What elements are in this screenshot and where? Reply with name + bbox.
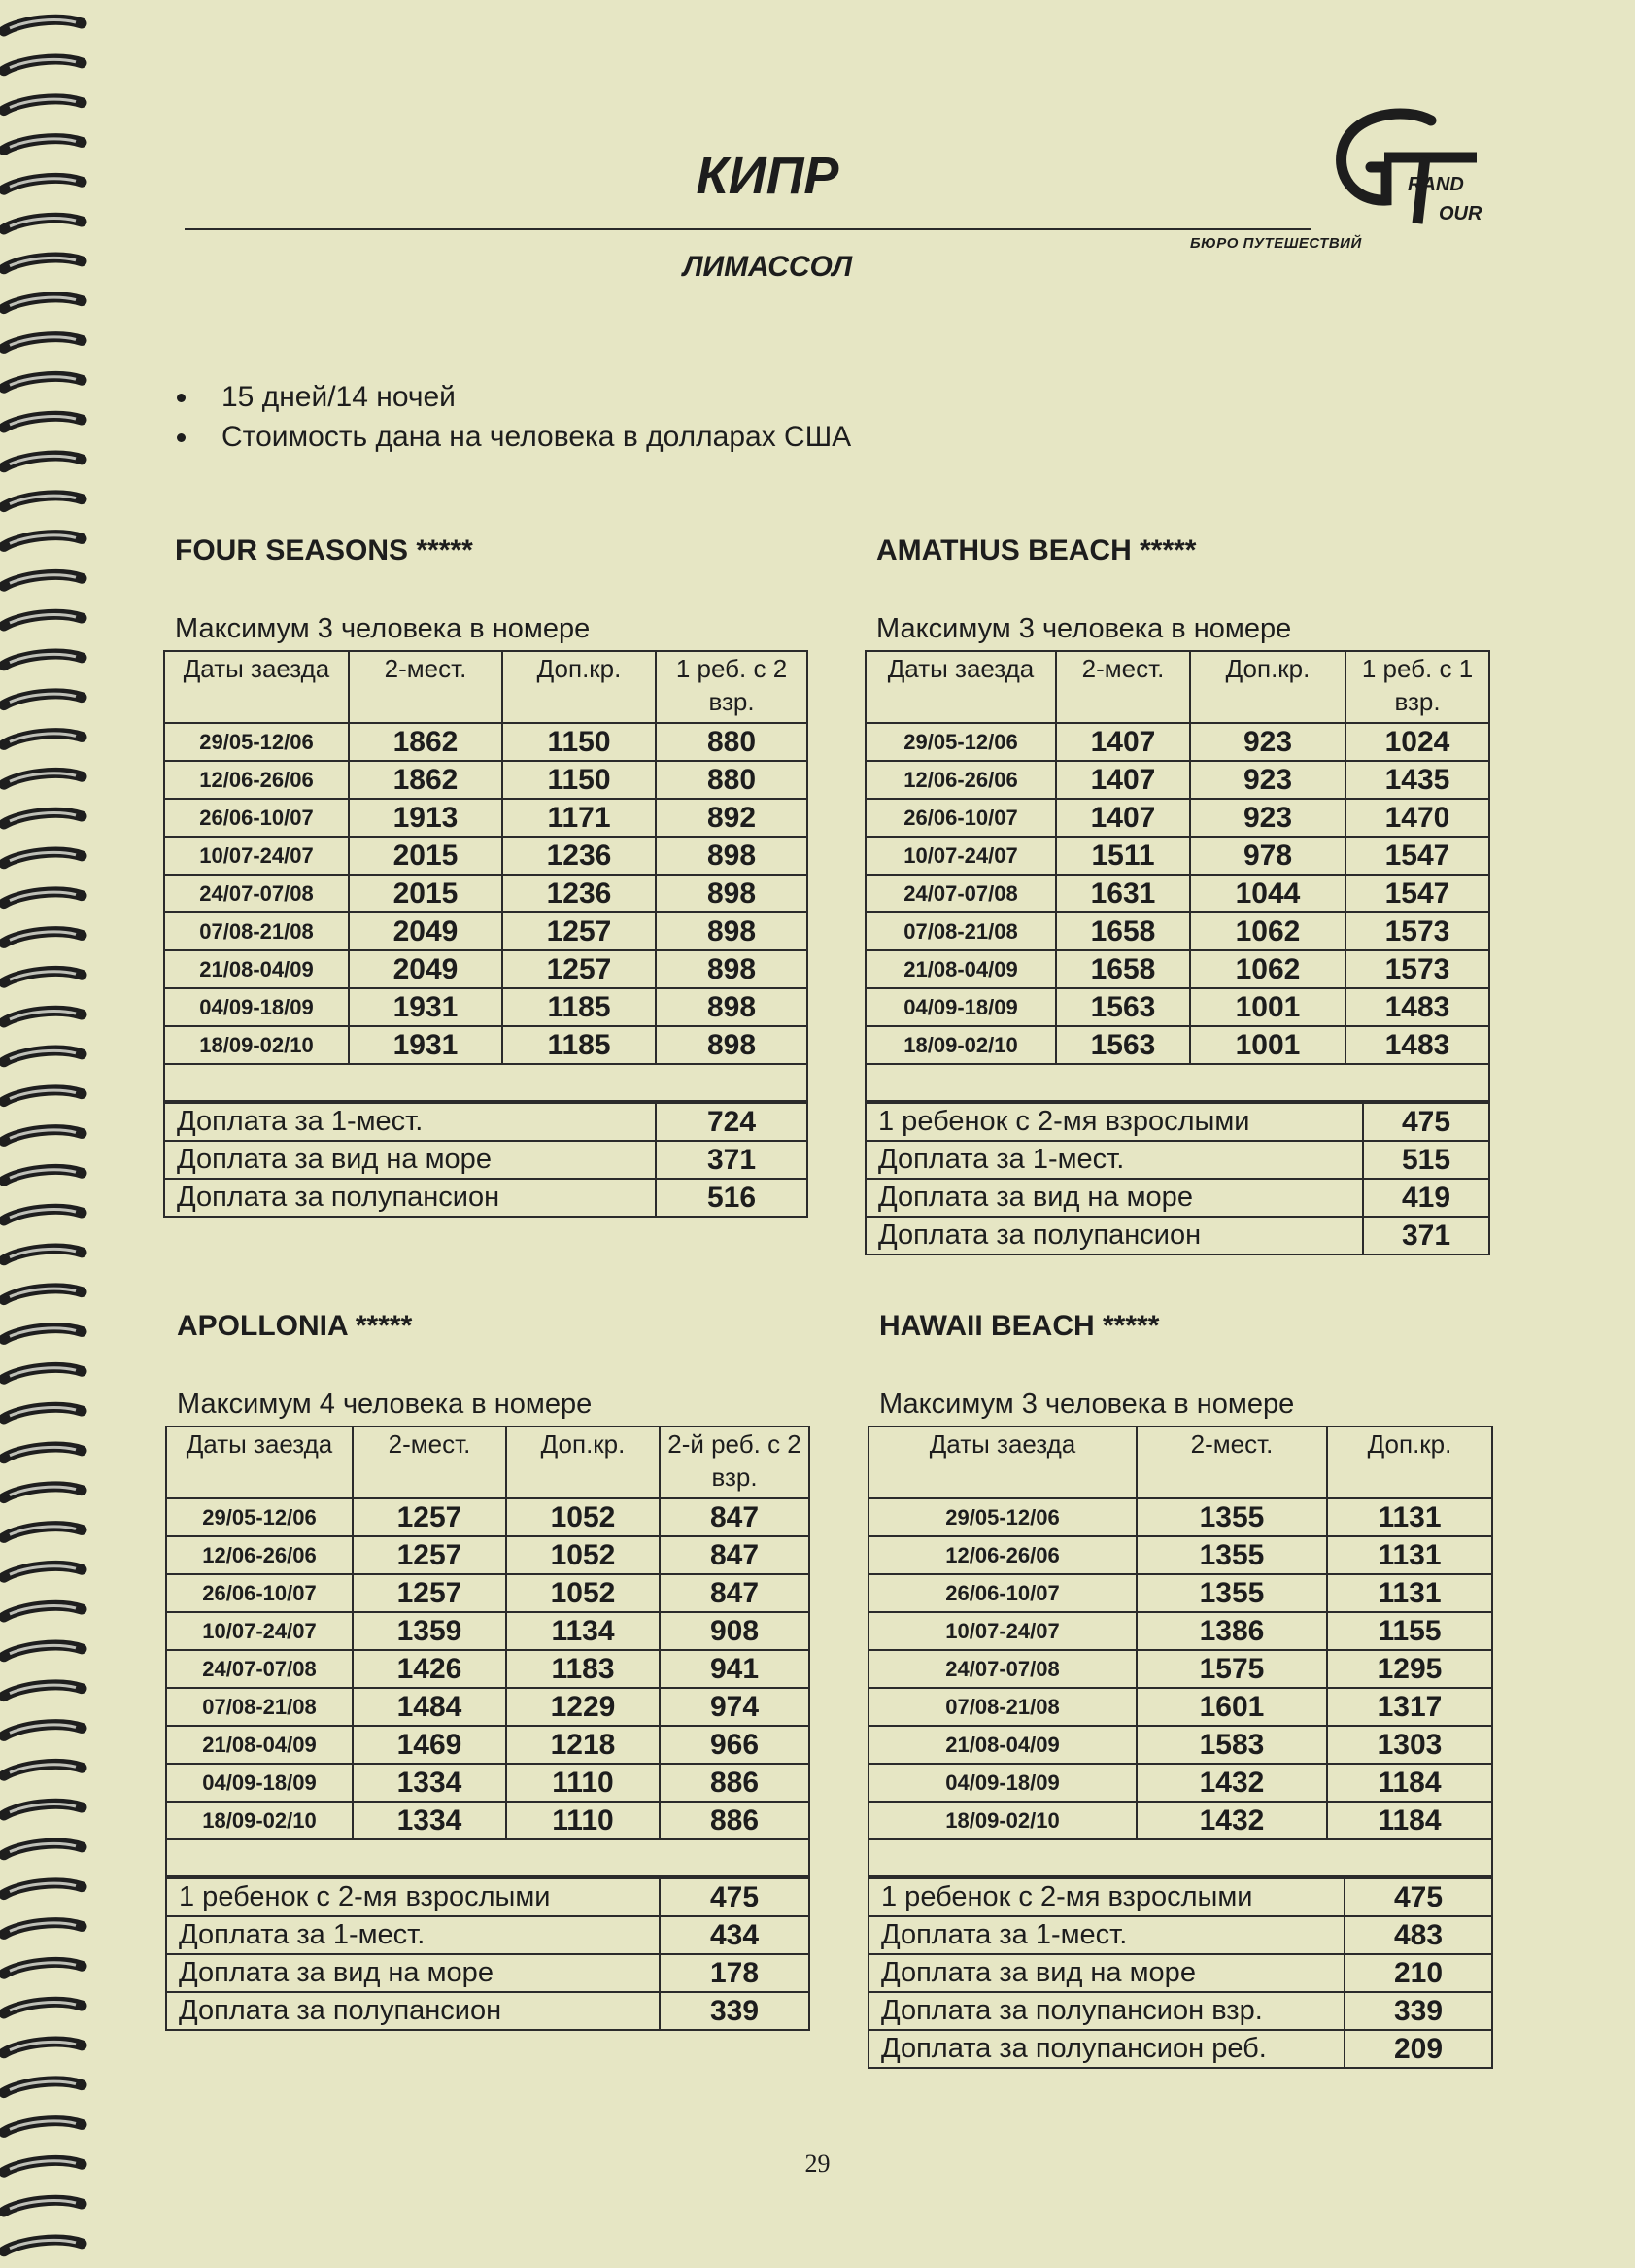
table-row bbox=[866, 837, 1489, 875]
page-subtitle: ЛИМАССОЛ bbox=[682, 251, 853, 283]
spacer-row bbox=[869, 1839, 1492, 1876]
price-cell: 923 bbox=[1190, 799, 1345, 837]
price-cell: 1317 bbox=[1327, 1688, 1492, 1726]
price-cell: 898 bbox=[656, 1026, 807, 1064]
hotel-hawaii-beach bbox=[868, 1305, 1493, 2069]
price-cell: 1426 bbox=[353, 1650, 506, 1688]
table-row bbox=[164, 723, 807, 761]
price-cell: 898 bbox=[656, 988, 807, 1026]
price-cell: 923 bbox=[1190, 723, 1345, 761]
table-row bbox=[869, 1650, 1492, 1688]
table-row bbox=[869, 1612, 1492, 1650]
price-cell: 978 bbox=[1190, 837, 1345, 875]
price-cell: 1547 bbox=[1345, 875, 1489, 912]
col-header-extra-bed: Доп.кр. bbox=[1327, 1426, 1492, 1498]
extra-price: 371 bbox=[656, 1141, 807, 1179]
hotel-apollonia bbox=[165, 1305, 810, 2031]
date-cell: 10/07-24/07 bbox=[869, 1612, 1137, 1650]
price-cell: 892 bbox=[656, 799, 807, 837]
spacer-cell bbox=[869, 1839, 1492, 1876]
date-cell: 24/07-07/08 bbox=[866, 875, 1056, 912]
col-header-dates: Даты заезда bbox=[866, 651, 1056, 723]
price-cell: 1131 bbox=[1327, 1574, 1492, 1612]
extra-price: 515 bbox=[1363, 1141, 1489, 1179]
extra-label: Доплата за вид на море bbox=[869, 1954, 1345, 1992]
date-cell: 12/06-26/06 bbox=[866, 761, 1056, 799]
price-cell: 2015 bbox=[349, 875, 502, 912]
logo-mark bbox=[1316, 107, 1482, 228]
price-cell: 1236 bbox=[502, 837, 656, 875]
table-row bbox=[869, 1764, 1492, 1802]
price-cell: 898 bbox=[656, 875, 807, 912]
col-header-extra-bed: Доп.кр. bbox=[1190, 651, 1345, 723]
price-cell: 2049 bbox=[349, 950, 502, 988]
list-item-text: 15 дней/14 ночей bbox=[221, 381, 456, 413]
date-cell: 24/07-07/08 bbox=[164, 875, 349, 912]
table-row bbox=[166, 1536, 809, 1574]
table-row bbox=[164, 988, 807, 1026]
extra-label: Доплата за 1-мест. bbox=[869, 1916, 1345, 1954]
extras-table bbox=[868, 1877, 1493, 2069]
price-cell: 1044 bbox=[1190, 875, 1345, 912]
col-header-double: 2-мест. bbox=[1056, 651, 1190, 723]
list-item-text: Стоимость дана на человека в долларах США bbox=[221, 421, 852, 453]
table-row bbox=[866, 950, 1489, 988]
price-cell: 898 bbox=[656, 950, 807, 988]
extras-row bbox=[869, 2030, 1492, 2068]
col-header-dates: Даты заезда bbox=[869, 1426, 1137, 1498]
price-cell: 880 bbox=[656, 761, 807, 799]
col-header-double: 2-мест. bbox=[353, 1426, 506, 1498]
extras-row bbox=[166, 1992, 809, 2030]
date-cell: 26/06-10/07 bbox=[869, 1574, 1137, 1612]
price-cell: 1359 bbox=[353, 1612, 506, 1650]
extra-price: 516 bbox=[656, 1179, 807, 1217]
price-cell: 1001 bbox=[1190, 988, 1345, 1026]
price-cell: 1583 bbox=[1137, 1726, 1327, 1764]
extra-label: Доплата за вид на море bbox=[164, 1141, 656, 1179]
price-cell: 1183 bbox=[506, 1650, 660, 1688]
table-row bbox=[166, 1764, 809, 1802]
price-cell: 1155 bbox=[1327, 1612, 1492, 1650]
price-cell: 908 bbox=[660, 1612, 809, 1650]
price-cell: 1295 bbox=[1327, 1650, 1492, 1688]
extras-row bbox=[866, 1141, 1489, 1179]
table-header-row bbox=[164, 651, 807, 723]
price-cell: 1110 bbox=[506, 1764, 660, 1802]
date-cell: 18/09-02/10 bbox=[166, 1802, 353, 1839]
price-cell: 1573 bbox=[1345, 950, 1489, 988]
price-cell: 1131 bbox=[1327, 1536, 1492, 1574]
price-cell: 1303 bbox=[1327, 1726, 1492, 1764]
trip-info-list bbox=[165, 377, 851, 457]
price-cell: 974 bbox=[660, 1688, 809, 1726]
price-cell: 1470 bbox=[1345, 799, 1489, 837]
extras-row bbox=[869, 1992, 1492, 2030]
table-row bbox=[166, 1726, 809, 1764]
price-cell: 1484 bbox=[353, 1688, 506, 1726]
spacer-cell bbox=[164, 1064, 807, 1101]
date-cell: 21/08-04/09 bbox=[869, 1726, 1137, 1764]
price-cell: 1110 bbox=[506, 1802, 660, 1839]
price-cell: 1658 bbox=[1056, 912, 1190, 950]
price-cell: 1062 bbox=[1190, 912, 1345, 950]
table-row bbox=[866, 875, 1489, 912]
date-cell: 24/07-07/08 bbox=[869, 1650, 1137, 1688]
extras-row bbox=[166, 1954, 809, 1992]
price-cell: 1435 bbox=[1345, 761, 1489, 799]
hotel-capacity: Максимум 4 человека в номере bbox=[177, 1389, 593, 1420]
price-cell: 1631 bbox=[1056, 875, 1190, 912]
spiral-binding bbox=[0, 0, 89, 2268]
logo-caption: БЮРО ПУТЕШЕСТВИЙ bbox=[1190, 235, 1362, 252]
price-cell: 898 bbox=[656, 837, 807, 875]
price-cell: 1483 bbox=[1345, 988, 1489, 1026]
table-row bbox=[869, 1726, 1492, 1764]
price-cell: 1171 bbox=[502, 799, 656, 837]
extra-label: Доплата за полупансион взр. bbox=[869, 1992, 1345, 2030]
price-cell: 1218 bbox=[506, 1726, 660, 1764]
list-item bbox=[165, 417, 851, 457]
table-row bbox=[164, 1026, 807, 1064]
table-row bbox=[166, 1574, 809, 1612]
table-row bbox=[869, 1498, 1492, 1536]
date-cell: 12/06-26/06 bbox=[869, 1536, 1137, 1574]
bullet-icon bbox=[177, 394, 186, 402]
rates-table bbox=[163, 650, 808, 1102]
table-row bbox=[166, 1650, 809, 1688]
table-row bbox=[166, 1802, 809, 1839]
price-cell: 1134 bbox=[506, 1612, 660, 1650]
bullet-icon bbox=[177, 433, 186, 442]
price-cell: 1334 bbox=[353, 1764, 506, 1802]
price-cell: 1150 bbox=[502, 761, 656, 799]
extra-price: 483 bbox=[1345, 1916, 1492, 1954]
extras-row bbox=[164, 1179, 807, 1217]
date-cell: 18/09-02/10 bbox=[866, 1026, 1056, 1064]
extras-row bbox=[866, 1103, 1489, 1141]
table-row bbox=[869, 1536, 1492, 1574]
date-cell: 07/08-21/08 bbox=[166, 1688, 353, 1726]
price-cell: 923 bbox=[1190, 761, 1345, 799]
extras-row bbox=[166, 1878, 809, 1916]
price-cell: 1236 bbox=[502, 875, 656, 912]
price-cell: 1563 bbox=[1056, 1026, 1190, 1064]
col-header-double: 2-мест. bbox=[1137, 1426, 1327, 1498]
price-cell: 1386 bbox=[1137, 1612, 1327, 1650]
page-title: КИПР bbox=[696, 147, 839, 205]
extras-row bbox=[166, 1916, 809, 1954]
date-cell: 18/09-02/10 bbox=[869, 1802, 1137, 1839]
price-cell: 1355 bbox=[1137, 1574, 1327, 1612]
spacer-row bbox=[164, 1064, 807, 1101]
price-cell: 1001 bbox=[1190, 1026, 1345, 1064]
price-cell: 1931 bbox=[349, 1026, 502, 1064]
extra-label: Доплата за 1-мест. bbox=[164, 1103, 656, 1141]
table-row bbox=[866, 912, 1489, 950]
table-row bbox=[164, 950, 807, 988]
extras-row bbox=[869, 1916, 1492, 1954]
price-cell: 2015 bbox=[349, 837, 502, 875]
price-cell: 1257 bbox=[353, 1498, 506, 1536]
extras-table bbox=[165, 1877, 810, 2031]
table-row bbox=[869, 1688, 1492, 1726]
table-header-row bbox=[166, 1426, 809, 1498]
extras-row bbox=[164, 1141, 807, 1179]
spacer-cell bbox=[866, 1064, 1489, 1101]
col-header-dates: Даты заезда bbox=[166, 1426, 353, 1498]
price-cell: 1483 bbox=[1345, 1026, 1489, 1064]
price-cell: 1185 bbox=[502, 988, 656, 1026]
table-row bbox=[866, 1026, 1489, 1064]
spacer-row bbox=[166, 1839, 809, 1876]
price-cell: 1184 bbox=[1327, 1764, 1492, 1802]
price-cell: 1573 bbox=[1345, 912, 1489, 950]
extra-label: Доплата за 1-мест. bbox=[866, 1141, 1363, 1179]
price-cell: 898 bbox=[656, 912, 807, 950]
extra-label: Доплата за вид на море bbox=[866, 1179, 1363, 1217]
extra-label: 1 ребенок с 2-мя взрослыми bbox=[869, 1878, 1345, 1916]
price-cell: 1184 bbox=[1327, 1802, 1492, 1839]
extras-row bbox=[866, 1179, 1489, 1217]
date-cell: 29/05-12/06 bbox=[166, 1498, 353, 1536]
date-cell: 10/07-24/07 bbox=[164, 837, 349, 875]
title-rule bbox=[185, 228, 1311, 230]
price-cell: 1355 bbox=[1137, 1498, 1327, 1536]
price-cell: 1407 bbox=[1056, 761, 1190, 799]
extra-price: 724 bbox=[656, 1103, 807, 1141]
extra-label: Доплата за 1-мест. bbox=[166, 1916, 660, 1954]
price-cell: 1052 bbox=[506, 1536, 660, 1574]
price-cell: 1432 bbox=[1137, 1764, 1327, 1802]
spacer-row bbox=[866, 1064, 1489, 1101]
hotel-name: FOUR SEASONS ***** bbox=[175, 534, 473, 567]
price-cell: 1024 bbox=[1345, 723, 1489, 761]
price-cell: 1257 bbox=[502, 912, 656, 950]
extras-table bbox=[865, 1102, 1490, 1255]
price-cell: 1052 bbox=[506, 1498, 660, 1536]
date-cell: 29/05-12/06 bbox=[869, 1498, 1137, 1536]
spacer-cell bbox=[166, 1839, 809, 1876]
price-cell: 966 bbox=[660, 1726, 809, 1764]
page-number: 29 bbox=[804, 2149, 831, 2178]
date-cell: 04/09-18/09 bbox=[869, 1764, 1137, 1802]
date-cell: 10/07-24/07 bbox=[866, 837, 1056, 875]
rates-table bbox=[868, 1426, 1493, 1877]
col-header-dates: Даты заезда bbox=[164, 651, 349, 723]
price-cell: 1257 bbox=[353, 1536, 506, 1574]
date-cell: 12/06-26/06 bbox=[166, 1536, 353, 1574]
hotel-four-seasons bbox=[163, 530, 808, 1218]
extra-price: 434 bbox=[660, 1916, 809, 1954]
price-cell: 880 bbox=[656, 723, 807, 761]
hotel-name: AMATHUS BEACH ***** bbox=[876, 534, 1197, 567]
extras-row bbox=[866, 1217, 1489, 1254]
table-row bbox=[164, 875, 807, 912]
table-row bbox=[164, 912, 807, 950]
price-cell: 1563 bbox=[1056, 988, 1190, 1026]
date-cell: 21/08-04/09 bbox=[166, 1726, 353, 1764]
table-row bbox=[866, 799, 1489, 837]
col-header-child: 2-й реб. с 2 взр. bbox=[660, 1426, 809, 1498]
date-cell: 07/08-21/08 bbox=[164, 912, 349, 950]
date-cell: 04/09-18/09 bbox=[164, 988, 349, 1026]
date-cell: 10/07-24/07 bbox=[166, 1612, 353, 1650]
table-row bbox=[866, 723, 1489, 761]
svg-text:OUR: OUR bbox=[1439, 203, 1482, 224]
table-header-row bbox=[866, 651, 1489, 723]
price-cell: 1062 bbox=[1190, 950, 1345, 988]
price-cell: 1407 bbox=[1056, 723, 1190, 761]
price-cell: 1131 bbox=[1327, 1498, 1492, 1536]
price-cell: 2049 bbox=[349, 912, 502, 950]
svg-text:RAND: RAND bbox=[1408, 174, 1464, 195]
date-cell: 29/05-12/06 bbox=[866, 723, 1056, 761]
date-cell: 26/06-10/07 bbox=[166, 1574, 353, 1612]
hotel-amathus-beach bbox=[865, 530, 1490, 1255]
price-cell: 1355 bbox=[1137, 1536, 1327, 1574]
price-cell: 1407 bbox=[1056, 799, 1190, 837]
extra-label: Доплата за полупансион bbox=[166, 1992, 660, 2030]
hotel-capacity: Максимум 3 человека в номере bbox=[876, 613, 1292, 644]
extra-label: Доплата за полупансион bbox=[866, 1217, 1363, 1254]
price-cell: 1931 bbox=[349, 988, 502, 1026]
price-cell: 1150 bbox=[502, 723, 656, 761]
table-row bbox=[866, 761, 1489, 799]
extra-label: Доплата за полупансион bbox=[164, 1179, 656, 1217]
table-header-row bbox=[869, 1426, 1492, 1498]
price-cell: 1511 bbox=[1056, 837, 1190, 875]
price-cell: 886 bbox=[660, 1764, 809, 1802]
extra-price: 178 bbox=[660, 1954, 809, 1992]
table-row bbox=[164, 799, 807, 837]
extra-price: 475 bbox=[1363, 1103, 1489, 1141]
price-cell: 1185 bbox=[502, 1026, 656, 1064]
table-row bbox=[866, 988, 1489, 1026]
col-header-child: 1 реб. с 1 взр. bbox=[1345, 651, 1489, 723]
extras-table bbox=[163, 1102, 808, 1218]
date-cell: 21/08-04/09 bbox=[164, 950, 349, 988]
extra-price: 210 bbox=[1345, 1954, 1492, 1992]
price-cell: 1257 bbox=[353, 1574, 506, 1612]
date-cell: 04/09-18/09 bbox=[166, 1764, 353, 1802]
date-cell: 18/09-02/10 bbox=[164, 1026, 349, 1064]
date-cell: 26/06-10/07 bbox=[866, 799, 1056, 837]
hotel-name: HAWAII BEACH ***** bbox=[879, 1310, 1160, 1342]
table-row bbox=[166, 1688, 809, 1726]
hotel-name: APOLLONIA ***** bbox=[177, 1310, 413, 1342]
date-cell: 07/08-21/08 bbox=[866, 912, 1056, 950]
table-row bbox=[164, 761, 807, 799]
extra-price: 339 bbox=[1345, 1992, 1492, 2030]
rates-table bbox=[865, 650, 1490, 1102]
price-cell: 886 bbox=[660, 1802, 809, 1839]
extra-price: 419 bbox=[1363, 1179, 1489, 1217]
extra-price: 339 bbox=[660, 1992, 809, 2030]
price-cell: 1229 bbox=[506, 1688, 660, 1726]
date-cell: 29/05-12/06 bbox=[164, 723, 349, 761]
table-row bbox=[869, 1574, 1492, 1612]
extras-row bbox=[869, 1954, 1492, 1992]
price-cell: 1547 bbox=[1345, 837, 1489, 875]
date-cell: 07/08-21/08 bbox=[869, 1688, 1137, 1726]
table-row bbox=[164, 837, 807, 875]
price-cell: 1052 bbox=[506, 1574, 660, 1612]
price-cell: 1601 bbox=[1137, 1688, 1327, 1726]
date-cell: 26/06-10/07 bbox=[164, 799, 349, 837]
extra-price: 475 bbox=[1345, 1878, 1492, 1916]
extra-label: 1 ребенок с 2-мя взрослыми bbox=[166, 1878, 660, 1916]
table-row bbox=[166, 1498, 809, 1536]
price-cell: 847 bbox=[660, 1574, 809, 1612]
extras-row bbox=[164, 1103, 807, 1141]
price-cell: 1334 bbox=[353, 1802, 506, 1839]
grand-tour-logo bbox=[1190, 107, 1482, 272]
col-header-double: 2-мест. bbox=[349, 651, 502, 723]
extra-price: 209 bbox=[1345, 2030, 1492, 2068]
extras-row bbox=[869, 1878, 1492, 1916]
price-cell: 1575 bbox=[1137, 1650, 1327, 1688]
table-row bbox=[166, 1612, 809, 1650]
rates-table bbox=[165, 1426, 810, 1877]
extra-price: 475 bbox=[660, 1878, 809, 1916]
price-cell: 1257 bbox=[502, 950, 656, 988]
col-header-extra-bed: Доп.кр. bbox=[506, 1426, 660, 1498]
price-cell: 847 bbox=[660, 1536, 809, 1574]
col-header-child: 1 реб. с 2 взр. bbox=[656, 651, 807, 723]
extra-price: 371 bbox=[1363, 1217, 1489, 1254]
price-cell: 847 bbox=[660, 1498, 809, 1536]
date-cell: 04/09-18/09 bbox=[866, 988, 1056, 1026]
price-cell: 941 bbox=[660, 1650, 809, 1688]
extra-label: 1 ребенок с 2-мя взрослыми bbox=[866, 1103, 1363, 1141]
price-cell: 1862 bbox=[349, 723, 502, 761]
price-cell: 1862 bbox=[349, 761, 502, 799]
date-cell: 12/06-26/06 bbox=[164, 761, 349, 799]
price-cell: 1432 bbox=[1137, 1802, 1327, 1839]
price-cell: 1658 bbox=[1056, 950, 1190, 988]
extra-label: Доплата за вид на море bbox=[166, 1954, 660, 1992]
price-cell: 1913 bbox=[349, 799, 502, 837]
list-item bbox=[165, 377, 851, 417]
date-cell: 21/08-04/09 bbox=[866, 950, 1056, 988]
date-cell: 24/07-07/08 bbox=[166, 1650, 353, 1688]
hotel-capacity: Максимум 3 человека в номере bbox=[175, 613, 591, 644]
price-cell: 1469 bbox=[353, 1726, 506, 1764]
table-row bbox=[869, 1802, 1492, 1839]
col-header-extra-bed: Доп.кр. bbox=[502, 651, 656, 723]
extra-label: Доплата за полупансион реб. bbox=[869, 2030, 1345, 2068]
hotel-capacity: Максимум 3 человека в номере bbox=[879, 1389, 1295, 1420]
